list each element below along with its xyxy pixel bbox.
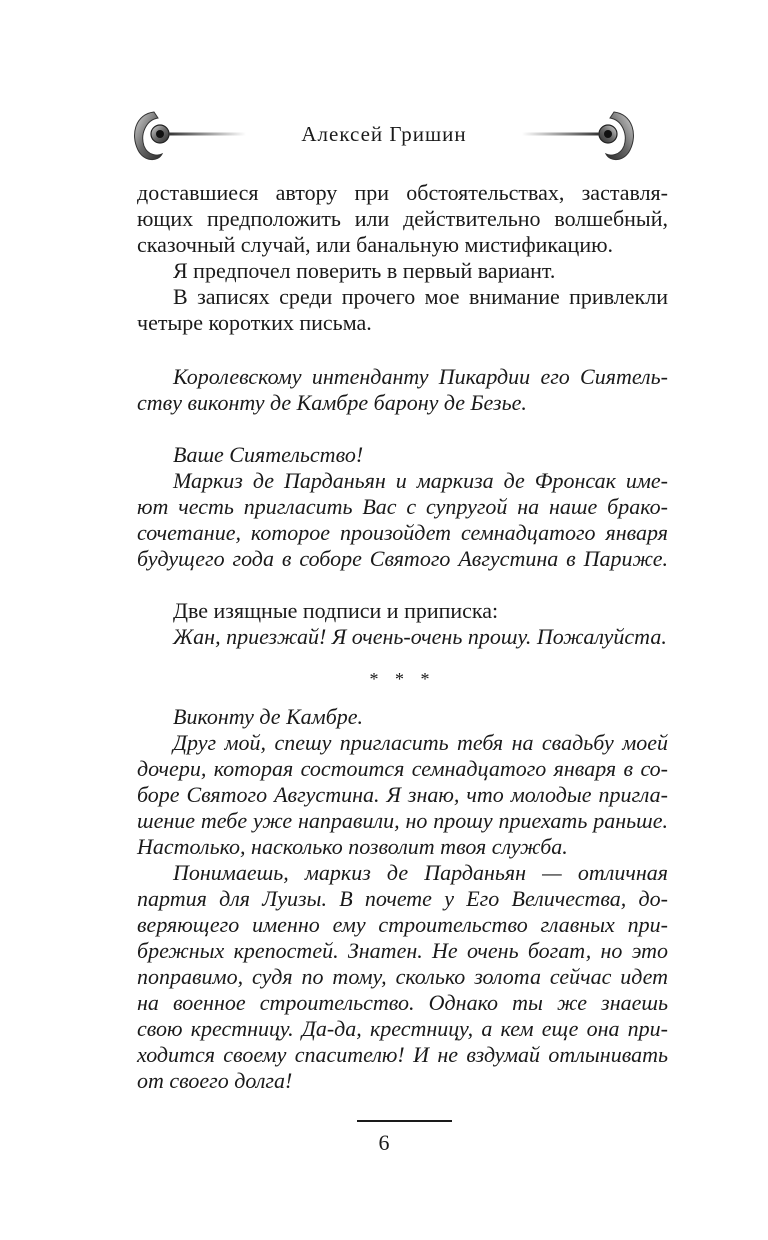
ornament-right-icon [520, 108, 640, 164]
text-line: доставшиеся автору при обстоятельствах, заставля- [137, 180, 668, 205]
text-line: боре Святого Августина. Я знаю, что молодые пригла- [137, 782, 668, 807]
text-line: Друг мой, спешу пригласить тебя на свадьбу моей [173, 730, 668, 755]
letter-greeting [137, 442, 668, 468]
letter-address [137, 704, 668, 730]
text-line: сочетание, которое произойдет семнадцатого января [137, 520, 668, 545]
page-number: 6 [378, 1130, 390, 1155]
text-line: ству виконту де Камбре барону де Безье. [137, 390, 527, 415]
letter-body [137, 860, 668, 1094]
text-line: будущего года в соборе Святого Августина в Париже. [137, 546, 668, 571]
postscript [137, 624, 668, 650]
letter-body [137, 468, 668, 572]
text-line: дочери, которая состоится семнадцатого января в со- [137, 756, 668, 781]
text-line: веряющего именно ему строительство главных при- [137, 912, 668, 937]
text-line: Настолько, насколько позволит твоя служба. [137, 834, 568, 859]
text-line: Королевскому интенданту Пикардии его Сиятель- [173, 364, 668, 389]
text-line: брежных крепостей. Знатен. Не очень богат, но это [137, 938, 668, 963]
section-separator: * * * [369, 669, 436, 689]
text-line: свою крестницу. Да-да, крестницу, а кем еще она при- [137, 1016, 668, 1041]
text-line: ют честь пригласить Вас с супругой на наше брако- [137, 494, 668, 519]
text-line: поправимо, судя по тому, сколько золота сейчас идет [137, 964, 668, 989]
text-line: Маркиз де Парданьян и маркиза де Фронсак име- [173, 468, 668, 493]
paragraph [137, 598, 668, 624]
paragraph [137, 258, 668, 284]
text-line: Ваше Сиятельство! [173, 442, 364, 467]
text-line: В записях среди прочего мое внимание привлекли [173, 284, 668, 309]
letter-body [137, 730, 668, 860]
text-line: шение тебе уже направили, но прошу приехать раньше. [137, 808, 668, 833]
text-line: партия для Луизы. В почете у Его Величества, до- [137, 886, 668, 911]
text-line: от своего долга! [137, 1068, 293, 1093]
text-line: Виконту де Камбре. [173, 704, 364, 729]
text-line: Понимаешь, маркиз де Парданьян — отличная [173, 860, 668, 885]
text-line: Жан, приезжай! Я очень-очень прошу. Пожалуйста. [173, 624, 667, 649]
text-line: четыре коротких письма. [137, 310, 372, 335]
letter-address [137, 364, 668, 416]
text-line: ющих предположить или действительно волшебный, [137, 206, 668, 231]
text-line: Две изящные подписи и приписка: [173, 598, 499, 623]
footer-rule [357, 1120, 452, 1122]
author-name: Алексей Гришин [301, 122, 467, 146]
text-line: ходится своему спасителю! И не вздумай отлынивать [137, 1042, 668, 1067]
text-line: сказочный случай, или банальную мистификацию. [137, 232, 614, 257]
paragraph-continuation [137, 180, 668, 258]
running-header [128, 108, 640, 164]
paragraph [137, 284, 668, 336]
text-line: Я предпочел поверить в первый вариант. [173, 258, 556, 283]
text-line: на военное строительство. Однако ты же знаешь [137, 990, 668, 1015]
